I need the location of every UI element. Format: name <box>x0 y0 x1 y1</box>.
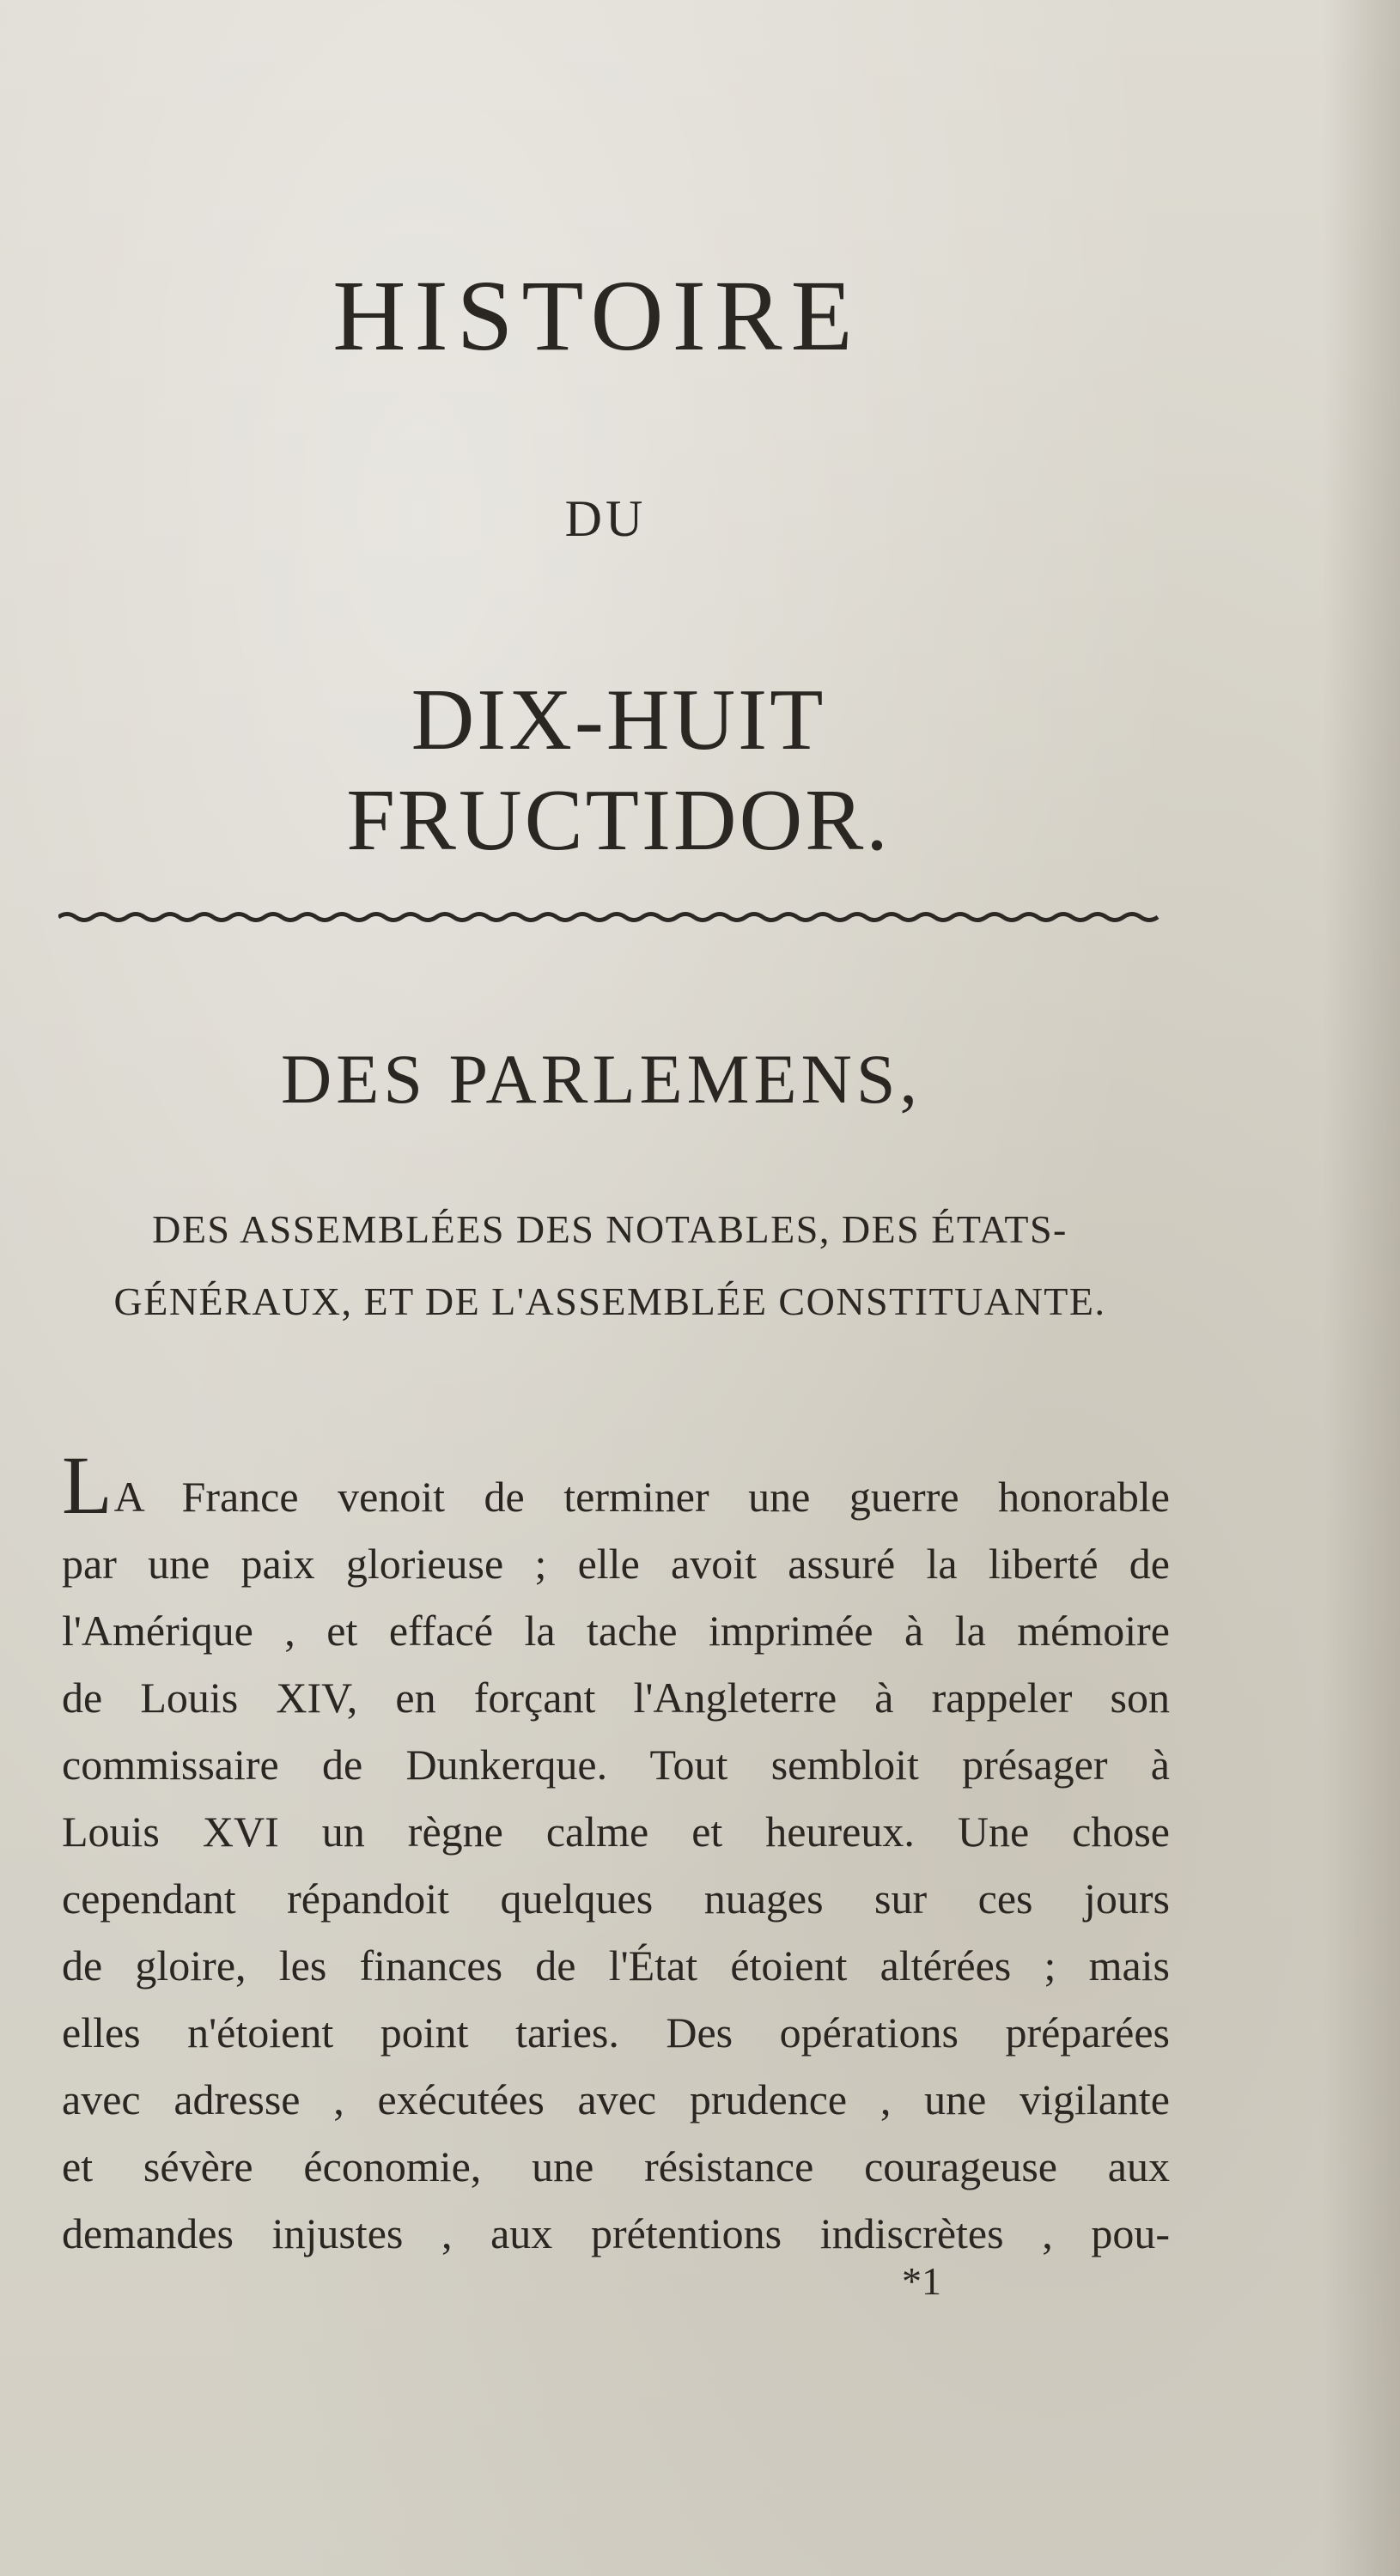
body-line: et sévère économie, une résistance courageuse aux <box>62 2142 1170 2190</box>
subtitle-line-1: DES ASSEMBLÉES DES NOTABLES, DES ÉTATS- <box>152 1207 1068 1251</box>
body-line: de Louis XIV, en forçant l'Angleterre à rappeler son <box>62 1674 1170 1722</box>
title-histoire: HISTOIRE <box>332 259 861 372</box>
body-line-text: A France venoit de terminer une guerre honorable <box>113 1473 1170 1521</box>
decorative-wavy-rule <box>58 910 1166 924</box>
body-line: de gloire, les finances de l'État étoient altérées ; mais <box>62 1941 1170 1990</box>
body-line: commissaire de Dunkerque. Tout sembloit présager à <box>62 1741 1170 1789</box>
section-subtitle <box>52 1194 1168 1338</box>
body-line <box>62 1439 1170 1531</box>
subtitle-line-2: GÉNÉRAUX, ET DE L'ASSEMBLÉE CONSTITUANTE. <box>113 1279 1106 1323</box>
signature-mark: *1 <box>902 2259 941 2303</box>
body-line: par une paix glorieuse ; elle avoit assuré la liberté de <box>62 1540 1170 1588</box>
title-dix-huit-fructidor: DIX-HUIT FRUCTIDOR. <box>346 671 891 869</box>
drop-cap: L <box>62 1439 113 1531</box>
title-du: DU <box>564 490 647 547</box>
body-line: Louis XVI un règne calme et heureux. Une chose <box>62 1807 1170 1856</box>
body-line: cependant répandoit quelques nuages sur ces jours <box>62 1874 1170 1923</box>
body-line: l'Amérique , et effacé la tache imprimée à la mémoire <box>62 1607 1170 1655</box>
page-edge-shadow <box>1323 0 1400 2576</box>
section-title: DES PARLEMENS, <box>281 1040 922 1118</box>
body-line: elles n'étoient point taries. Des opérations préparées <box>62 2008 1170 2057</box>
body-line: demandes injustes , aux prétentions indiscrètes , pou- <box>62 2209 1170 2257</box>
body-line: avec adresse , exécutées avec prudence , une vigilante <box>62 2075 1170 2123</box>
body-paragraph <box>62 1439 1170 2267</box>
